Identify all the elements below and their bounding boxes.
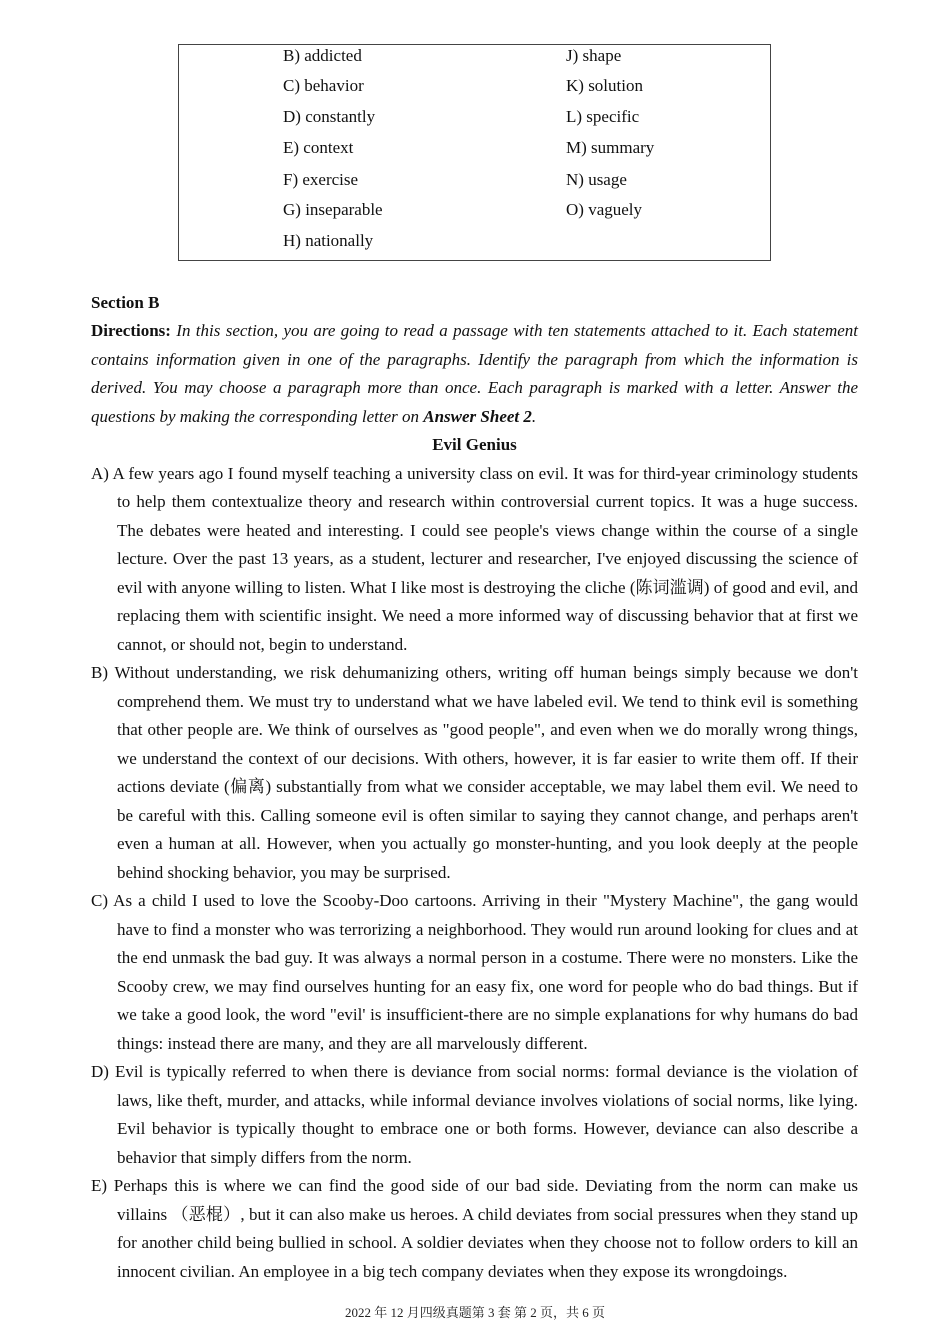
word-option: O) vaguely xyxy=(566,200,643,219)
directions xyxy=(91,317,858,431)
directions-text: In this section, you are going to read a passage with ten statements attached to it. Each statement contains information given in one of the paragraphs. Identify the paragraph from which the information is derived. You may choose a paragraph more than once. Each paragraph is marked with a letter. Answer the questions by making the corresponding letter on xyxy=(91,321,858,426)
passage-title: Evil Genius xyxy=(432,435,517,454)
word-option: C) behavior xyxy=(283,76,364,95)
main-content xyxy=(91,317,858,1286)
word-option: N) usage xyxy=(566,170,627,189)
paragraph-b: B) Without understanding, we risk dehumanizing others, writing off human beings simply because we don't comprehend them. We must try to understand what we have labeled evil. We tend to think evil is something that other people are. We think of ourselves as "good people", and even when we do morally wrong things, we understand the context of our decisions. With others, however, it is far easier to write them off. If their actions deviate (偏离) substantially from what we consider acceptable, we may label them evil. We need to be careful with this. Calling someone evil is often similar to saying they cannot change, and perhaps aren't even a human at all. However, when you actually go monster-hunting, and you look deeply at the people behind shocking behavior, you may be surprised. xyxy=(91,663,858,882)
directions-end: . xyxy=(531,406,537,426)
paragraph-a: A) A few years ago I found myself teaching a university class on evil. It was for third-year criminology students to help them contextualize theory and research within controversial current topics. It was a huge success. The debates were heated and interesting. I could see people's views change within the course of a single lecture. Over the past 13 years, as a student, lecturer and researcher, I've enjoyed discussing the science of evil with anyone willing to listen. What I like most is destroying the cliche (陈词滥调) of good and evil, and replacing them with scientific insight. We need a more informed way of discussing behavior that at first we cannot, or should not, begin to understand. xyxy=(91,463,858,654)
word-option: F) exercise xyxy=(283,170,359,189)
word-option: K) solution xyxy=(566,76,643,95)
paragraph-d: D) Evil is typically referred to when there is deviance from social norms: formal deviance is the violation of laws, like theft, murder, and attacks, while informal deviance involves violations of social norms, like lying. Evil behavior is typically thought to embrace one or both forms. However, deviance can also describe a behavior that simply differs from the norm. xyxy=(91,1062,858,1167)
paragraph-c: C) As a child I used to love the Scooby-Doo cartoons. Arriving in their "Mystery Machine", the gang would have to find a monster who was terrorizing a neighborhood. They would run around looking for clues and at the end unmask the bad guy. It was always a normal person in a costume. There were no monsters. Like the Scooby crew, we may find ourselves hunting for an easy fix, one word for people who do bad things. But if we take a good look, the word "evil' is insufficient-there are no simple explanations for why humans do bad things: instead there are many, and they are all marvelously different. xyxy=(91,891,858,1053)
word-option: E) context xyxy=(283,138,354,157)
word-option: J) shape xyxy=(566,46,622,65)
word-option: D) constantly xyxy=(283,107,376,126)
word-option: H) nationally xyxy=(283,231,374,250)
word-bank-box xyxy=(178,44,771,261)
page-footer: 2022 年 12 月四级真题第 3 套 第 2 页，共 6 页 xyxy=(344,1305,605,1320)
answer-sheet-ref: Answer Sheet 2 xyxy=(423,406,532,426)
word-option: G) inseparable xyxy=(283,200,383,219)
paragraph-e: E) Perhaps this is where we can find the good side of our bad side. Deviating from the norm can make us villains （恶棍）, but it can also make us heroes. A child deviates from social pressures when they stand up for another child being bullied in school. A soldier deviates when they choose not to follow orders to kill an innocent civilian. An employee in a big tech company deviates when they expose its wrongdoings. xyxy=(91,1176,858,1281)
directions-label: Directions: xyxy=(91,321,171,340)
word-option: M) summary xyxy=(566,138,655,157)
section-title: Section B xyxy=(91,293,160,312)
word-option: B) addicted xyxy=(283,46,362,65)
word-option: L) specific xyxy=(566,107,640,126)
